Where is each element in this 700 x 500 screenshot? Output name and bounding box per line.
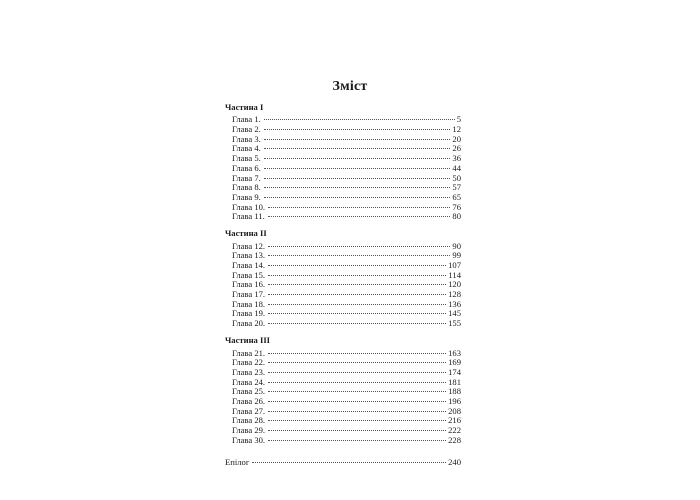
chapter-label: Глава 9. [232, 191, 261, 202]
dot-leader [268, 365, 447, 375]
chapter-label: Глава 15. [232, 269, 266, 280]
page-number: 208 [448, 405, 461, 416]
toc-entry [225, 423, 461, 433]
chapter-label: Глава 20. [232, 318, 266, 329]
page-number: 136 [448, 298, 461, 309]
toc-entry [225, 404, 461, 414]
toc-entry [225, 268, 461, 278]
chapter-label: Глава 1. [232, 114, 261, 125]
chapter-label: Глава 24. [232, 376, 266, 387]
part-heading: Частина І [225, 102, 264, 112]
dot-leader [268, 307, 447, 317]
dot-leader [264, 151, 452, 161]
dot-leader [268, 278, 447, 288]
chapter-label: Глава 27. [232, 405, 266, 416]
dot-leader [268, 414, 447, 424]
toc-entry [225, 122, 461, 135]
dot-leader [268, 210, 452, 220]
toc-entry [225, 190, 461, 200]
dot-leader [264, 171, 452, 181]
page-title: Зміст [332, 79, 368, 94]
page-number: 36 [452, 153, 461, 164]
chapter-label: Глава 14. [232, 260, 266, 270]
toc-entry [225, 316, 461, 329]
dot-leader [268, 433, 447, 443]
toc-entry [225, 307, 461, 317]
toc-entry [225, 239, 461, 249]
page-number: 26 [452, 143, 461, 154]
chapter-label: Глава 13. [232, 250, 266, 261]
page-number: 174 [448, 366, 461, 377]
page-number: 169 [448, 357, 461, 368]
toc-entry [225, 200, 461, 210]
toc-entry [225, 356, 461, 366]
dot-leader [264, 190, 452, 200]
dot-leader [268, 249, 451, 259]
chapter-label: Глава 29. [232, 425, 266, 435]
chapter-label: Глава 16. [232, 279, 266, 290]
chapter-label: Глава 19. [232, 308, 266, 319]
toc-entry [225, 365, 461, 375]
chapter-label: Глава 11. [232, 211, 265, 222]
toc-entry [225, 375, 461, 385]
chapter-label: Глава 30. [232, 434, 266, 445]
toc-entry [225, 113, 461, 123]
page-number: 240 [448, 457, 461, 468]
chapter-label: Глава 8. [232, 182, 261, 193]
toc-entry [225, 210, 461, 220]
page-number: 50 [452, 172, 461, 183]
page-number: 188 [448, 386, 461, 397]
page-number: 80 [452, 211, 461, 222]
toc-entry-epilogue [225, 456, 461, 466]
dot-leader [268, 346, 447, 356]
toc-entry [225, 181, 461, 191]
dot-leader [264, 113, 456, 123]
page-number: 107 [448, 260, 461, 270]
dot-leader [268, 423, 447, 433]
toc-entry [225, 249, 461, 259]
page-number: 155 [448, 318, 461, 329]
chapter-label: Глава 5. [232, 153, 261, 164]
dot-leader [268, 258, 447, 268]
page-number: 114 [448, 269, 461, 280]
toc-entry [225, 414, 461, 424]
page-number: 196 [448, 395, 461, 406]
page-number: 216 [448, 415, 461, 426]
dot-leader [268, 356, 447, 366]
chapter-label: Глава 10. [232, 201, 266, 212]
dot-leader [268, 394, 447, 404]
toc-entry [225, 287, 461, 300]
page-number: 65 [452, 191, 461, 202]
dot-leader [268, 385, 447, 395]
page-number: 128 [448, 289, 461, 300]
part-heading: Частина ІІ [225, 228, 267, 239]
page-number: 228 [448, 434, 461, 445]
part-heading: Частина ІІІ [225, 335, 271, 346]
page-number: 44 [452, 162, 461, 173]
chapter-label: Глава 2. [232, 124, 261, 135]
table-of-contents [225, 102, 461, 468]
toc-entry [225, 171, 461, 181]
toc-entry [225, 394, 461, 404]
chapter-label: Глава 18. [232, 298, 266, 309]
chapter-label: Глава 6. [232, 162, 261, 173]
dot-leader [264, 181, 452, 191]
page-number: 120 [448, 279, 461, 290]
page-number: 57 [452, 182, 461, 193]
chapter-label: Глава 3. [232, 133, 261, 144]
chapter-label: Глава 4. [232, 143, 261, 154]
page-number: 222 [448, 425, 461, 435]
page-number: 90 [452, 240, 461, 251]
chapter-label: Глава 25. [232, 386, 266, 397]
dot-leader [268, 287, 447, 297]
page-number: 5 [456, 114, 461, 125]
chapter-label: Глава 26. [232, 395, 266, 406]
toc-entry [225, 132, 461, 142]
page-number: 12 [452, 124, 461, 135]
dot-leader [264, 161, 452, 171]
page-number: 99 [452, 250, 461, 261]
chapter-label: Глава 21. [232, 347, 266, 358]
toc-entry [225, 278, 461, 288]
dot-leader [268, 200, 451, 210]
chapter-label: Глава 7. [232, 172, 261, 183]
dot-leader [264, 132, 452, 142]
toc-entry [225, 346, 461, 356]
page-number: 20 [452, 133, 461, 144]
page-number: 181 [448, 376, 461, 387]
chapter-label: Глава 17. [232, 289, 266, 300]
toc-entry [225, 297, 461, 307]
toc-entry [225, 151, 461, 164]
dot-leader [268, 316, 447, 326]
page-number: 76 [452, 201, 461, 212]
toc-entry [225, 385, 461, 395]
chapter-label: Глава 23. [232, 366, 266, 377]
dot-leader [268, 239, 451, 249]
dot-leader [264, 142, 452, 152]
dot-leader [252, 456, 447, 466]
dot-leader [264, 122, 452, 132]
toc-entry [225, 258, 461, 268]
dot-leader [268, 268, 447, 278]
toc-entry [225, 161, 461, 171]
dot-leader [268, 297, 447, 307]
toc-entry [225, 433, 461, 443]
epilogue-label: Епілог [225, 457, 250, 468]
chapter-label: Глава 12. [232, 240, 266, 251]
page-number: 163 [448, 347, 461, 358]
chapter-label: Глава 22. [232, 357, 266, 368]
chapter-label: Глава 28. [232, 415, 266, 426]
page-number: 145 [448, 308, 461, 319]
toc-entry [225, 142, 461, 152]
dot-leader [268, 404, 447, 414]
dot-leader [268, 375, 447, 385]
